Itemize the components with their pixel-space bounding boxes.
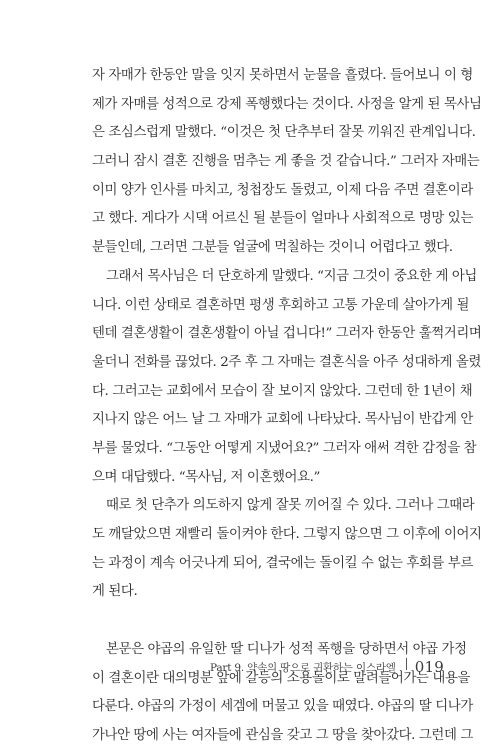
text-line: 울더니 전화를 끊었다. 2주 후 그 자매는 결혼식을 아주 성대하게 올렸 — [92, 354, 481, 370]
text-line: 가나안 땅에 사는 여자들에 관심을 갖고 그 땅을 찾아갔다. 그런데 그 — [92, 728, 473, 744]
text-line: 는 과정이 계속 어긋나게 되어, 결국에는 돌이킬 수 없는 후회를 부르 — [92, 555, 473, 571]
running-title: Part 9. 약속의 땅으로 귀환하는 이스라엘 — [209, 661, 396, 674]
page-footer — [210, 656, 444, 678]
text-line: 본문은 야곱의 유일한 딸 디나가 성적 폭행을 당하면서 야곱 가정 — [106, 642, 467, 658]
text-line: 부를 물었다. “그동안 어떻게 지냈어요?” 그러자 애써 격한 감정을 참 — [92, 440, 477, 456]
text-line: 니다. 이런 상태로 결혼하면 평생 후회하고 고통 가운데 살아가게 될 — [92, 297, 470, 313]
text-line: 지나지 않은 어느 날 그 자매가 교회에 나타났다. 목사님이 반갑게 안 — [92, 412, 473, 428]
text-line: 이 결혼이란 대의명분 앞에 갈등의 소용돌이로 말려들어가는 내용을 — [92, 670, 470, 686]
text-line: 다룬다. 야곱의 가정이 세겜에 머물고 있을 때였다. 야곱의 딸 디나가 — [92, 699, 473, 715]
paragraph-spacer — [92, 607, 432, 636]
text-line: 제가 자매를 성적으로 강제 폭행했다는 것이다. 사정을 알게 된 목사님 — [92, 96, 482, 112]
text-line: 도 깨달았으면 재빨리 돌이켜야 한다. 그렇지 않으면 그 이후에 이어지 — [92, 527, 482, 542]
paragraph-1 — [92, 62, 482, 263]
paragraph-3 — [92, 492, 482, 607]
text-line: 텐데 결혼생활이 결혼생활이 아닐 겁니다!” 그러자 한동안 훌쩍거리며 — [92, 326, 482, 342]
text-line: 게 된다. — [92, 584, 138, 600]
text-line: 으며 대답했다. “목사님, 저 이혼했어요.” — [92, 469, 320, 485]
text-line: 그러니 잠시 결혼 진행을 멈추는 게 좋을 것 같습니다.” 그러자 자매는 — [92, 154, 480, 170]
page-number: 019 — [414, 658, 444, 676]
footer-divider — [406, 658, 407, 670]
text-line: 다. 그러고는 교회에서 모습이 잘 보이지 않았다. 그런데 한 1년이 채 — [92, 383, 473, 399]
text-line: 자 자매가 한동안 말을 잇지 못하면서 눈물을 흘렸다. 들어보니 이 형 — [92, 68, 473, 83]
text-line: 그래서 목사님은 더 단호하게 말했다. “지금 그것이 중요한 게 아닙 — [106, 268, 477, 284]
text-line: 때로 첫 단추가 의도하지 않게 잘못 끼어질 수 있다. 그러나 그때라 — [106, 498, 475, 514]
body-text — [92, 62, 482, 751]
paragraph-4 — [92, 636, 473, 751]
text-line: 이미 양가 인사를 마치고, 청첩장도 돌렸고, 이제 다음 주면 결혼이라 — [92, 182, 473, 198]
text-line: 은 조심스럽게 말했다. “이것은 첫 단추부터 잘못 끼워진 관계입니다. — [92, 125, 476, 141]
text-line: 고 했다. 게다가 시댁 어르신 될 분들이 얼마나 사회적으로 명망 있는 — [92, 211, 473, 227]
paragraph-2 — [92, 263, 482, 493]
text-line: 분들인데, 그러면 그분들 얼굴에 먹칠하는 것이니 어렵다고 했다. — [92, 240, 453, 256]
